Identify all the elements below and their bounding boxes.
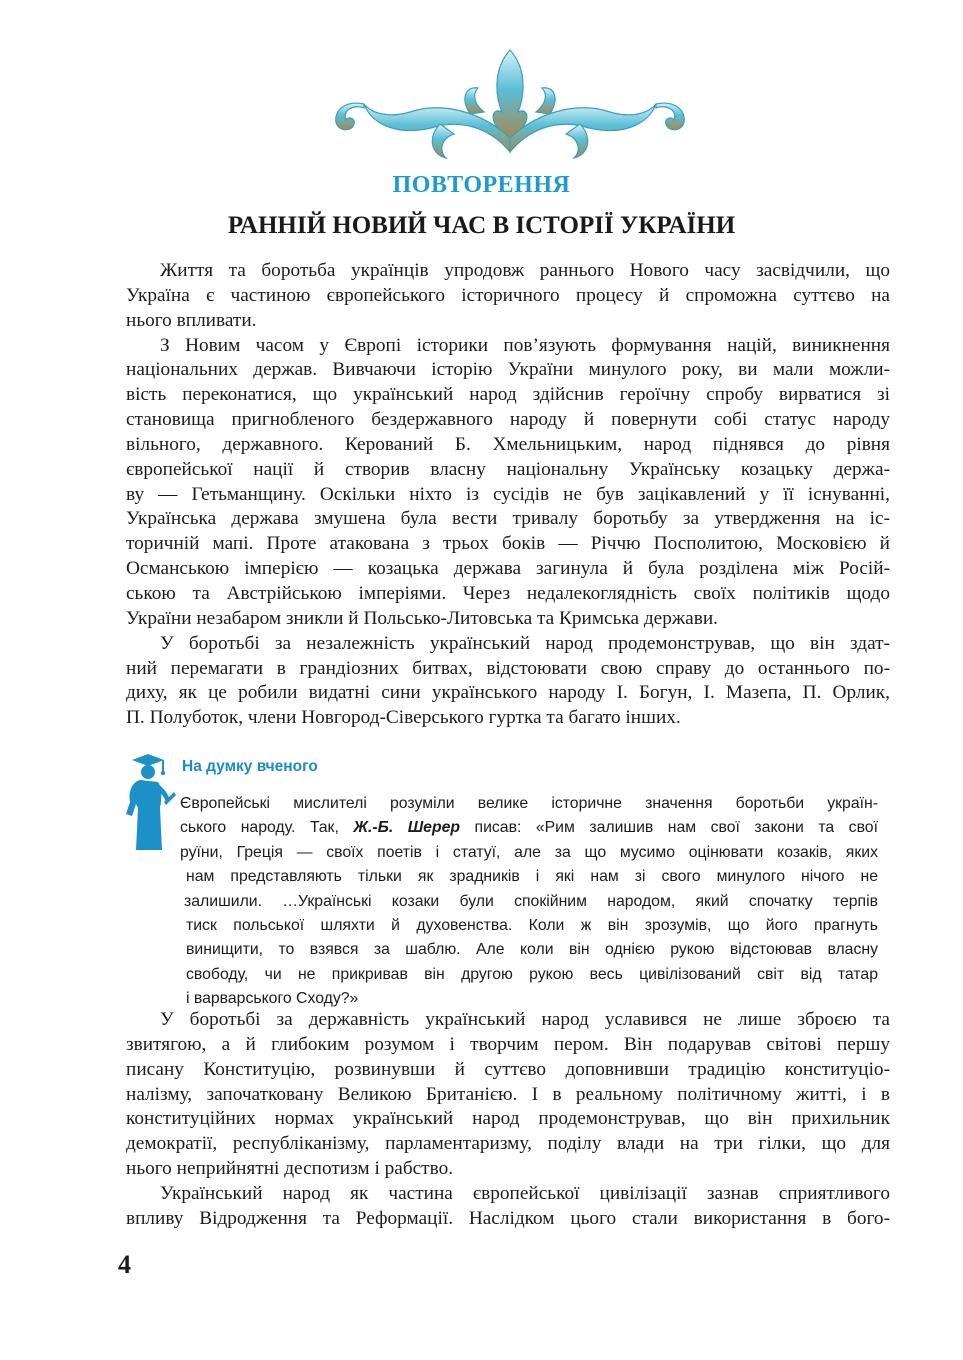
- text-line: писану Конституцію, розвинувши й суттєво доповнивши традицію конституціо-: [126, 1058, 890, 1080]
- quote-text: [178, 792, 878, 1012]
- text-line: торичній мапі. Проте атакована з трьох боків — Річчю Посполитою, Московією й: [126, 533, 890, 555]
- text-line: впливу Відродження та Реформації. Наслідком цього стали використання в бого-: [126, 1207, 890, 1229]
- text-line: звитягою, а й глибоким розумом і творчим пером. Він подарував світові першу: [126, 1033, 890, 1055]
- text-line: нього неприйнятні деспотизм і рабство.: [126, 1158, 454, 1180]
- quote-line: [178, 816, 878, 840]
- intro-text: [126, 259, 890, 731]
- text-line: національних держав. Вивчаючи історію України минулого року, ви мали можли-: [126, 359, 890, 381]
- sidebar-title: На думку вченого: [182, 758, 318, 775]
- text-line: ний перемагати в грандіозних битвах, відстоювати свою справу до останнього по-: [126, 657, 890, 679]
- text-line: конституційних нормах український народ продемонстрував, що він прихильник: [126, 1108, 890, 1130]
- text-line: європейської нації й створив власну національну Українську козацьку держа-: [126, 458, 890, 480]
- text-line: Життя та боротьба українців упродовж раннього Нового часу засвідчили, що: [160, 260, 890, 281]
- text-line: У боротьбі за державність український народ уславився не лише зброєю та: [160, 1009, 890, 1030]
- quote-line: руїни, Греція — своїх поетів і статуї, але за що мусимо оцінювати козаків, яких: [180, 843, 878, 861]
- text-line: демократії, республіканізму, парламентаризму, поділу влади на три гілки, що для: [126, 1133, 890, 1155]
- text-line: налізму, започатковану Великою Британією. І в реальному політичному житті, і в: [126, 1083, 890, 1105]
- page-title: РАННІЙ НОВИЙ ЧАС В ІСТОРІЇ УКРАЇНИ: [227, 212, 736, 239]
- text-line: ською та Австрійською імперіями. Через недалекоглядність своїх політиків щодо: [126, 582, 890, 604]
- quote-line-start: ського народу. Так,: [180, 819, 354, 837]
- text-line: становища пригнобленого бездержавного народу й повернути собі статус народу: [126, 409, 890, 431]
- quote-line-end: писав: «Рим залишив нам свої закони та свої: [460, 819, 878, 837]
- text-line: вість переконатися, що український народ здійснив героїчну спробу вирватися зі: [126, 384, 890, 406]
- quote-author: Ж.-Б. Шерер: [353, 819, 461, 837]
- quote-line: і варварського Сходу?»: [186, 990, 359, 1008]
- quote-line: залишили. …Українські козаки були спокійним народом, який спочатку терпів: [184, 892, 878, 910]
- text-line: Український народ як частина європейської цивілізації зазнав сприятливого: [160, 1182, 890, 1204]
- text-line: У боротьбі за незалежність український народ продемонстрував, що він здат-: [160, 632, 890, 654]
- decorative-ornament: [320, 40, 700, 165]
- text-line: України незабаром зникли й Польсько-Литовська та Кримська держави.: [126, 607, 718, 629]
- text-line: Українська держава змушена була вести тривалу боротьбу за утвердження на іс-: [126, 508, 890, 530]
- text-line: диху, як це робили видатні сини українського народу І. Богун, І. Мазепа, П. Орлик,: [126, 682, 890, 704]
- text-line: вільного, державного. Керований Б. Хмельницьким, народ піднявся до рівня: [126, 433, 890, 455]
- closing-text: [126, 1008, 890, 1232]
- quote-line: нам представляють тільки як зрадників і які нам зі свого минулого нічого не: [186, 868, 878, 886]
- text-line: Україна є частиною європейського історичного процесу й спроможна суттєво на: [126, 284, 890, 306]
- text-line: нього впливати.: [126, 309, 257, 331]
- text-line: З Новим часом у Європі історики пов’язують формування націй, виникнення: [160, 334, 890, 356]
- quote-line: винищити, то взявся за шаблю. Але коли він однією рукою відстоював власну: [186, 941, 878, 959]
- page-number: 4: [118, 1250, 131, 1279]
- quote-line: свободу, чи не прикривав він другою рукою весь цивілізований світ від татар: [186, 965, 878, 983]
- text-line: П. Полуботок, члени Новгород-Сіверського гуртка та багато інших.: [126, 707, 681, 729]
- quote-line: тиск польської шляхти й духовенства. Коли ж він зрозумів, що його прагнуть: [186, 916, 878, 934]
- text-line: ву — Гетьманщину. Оскільки ніхто із сусідів не був зацікавлений у її існуванні,: [126, 483, 890, 505]
- scholar-icon: [118, 752, 178, 852]
- scholar-opinion-box: [118, 752, 898, 1008]
- text-line: Османською імперією — козацька держава загинула й була розділена між Росій-: [126, 558, 890, 580]
- section-label: ПОВТОРЕННЯ: [392, 172, 571, 198]
- quote-line: Європейські мислителі розуміли велике історичне значення боротьби україн-: [180, 795, 878, 812]
